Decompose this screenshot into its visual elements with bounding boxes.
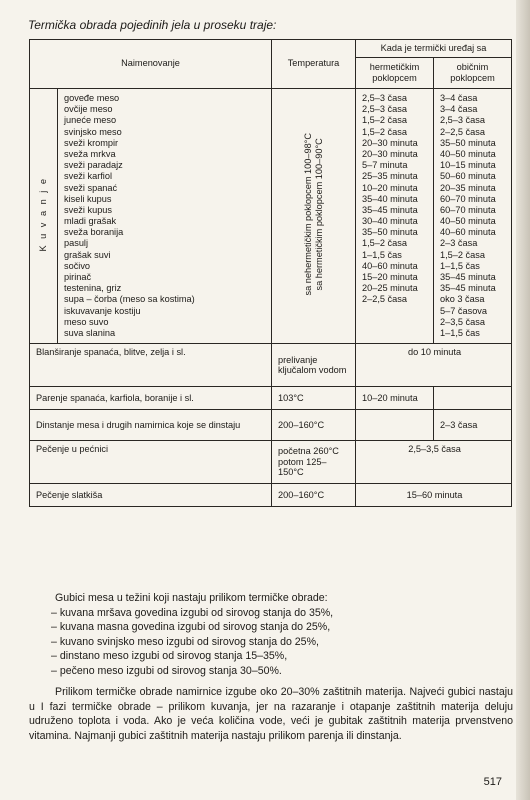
kuvanje-item: kiseli kupus <box>64 193 112 204</box>
blansiranje-time: do 10 minuta <box>356 344 512 387</box>
dinstanje-time: 2–3 časa <box>434 410 512 441</box>
loss-item: – kuvano svinjsko meso izgubi od sirovog stanja do 25%, <box>51 635 319 648</box>
losses-section <box>29 591 513 679</box>
kuvanje-obic-time: 1–1,5 čas <box>440 260 480 271</box>
kuvanje-temp-line2: sa hermetičkim poklopcem 100–90°C <box>313 138 324 291</box>
kuvanje-herm-time: 15–20 minuta <box>362 272 418 282</box>
page-edge-shadow <box>516 0 530 800</box>
body-paragraph: Prilikom termičke obrade namirnice izgube oko 20–30% zaštitnih materija. Najveći gubici nastaju u I fazi termičke obrade – prilikom kuvanja, jer na razaranje i otapanje zaštitnih materija deluju udruženo toplota i voda. Ako je veća količina vode, veći je gubitak zaštitnih materija prvenstveno vitamina. Najmanji gubici zaštitnih materija nastaju prilikom parenja ili dinstanja. <box>29 686 513 742</box>
kuvanje-obic-time: 2,5–3 časa <box>440 115 485 126</box>
kuvanje-herm-time: 5–7 minuta <box>362 160 408 171</box>
kuvanje-obic-time: 1,5–2 časa <box>440 249 485 260</box>
blansiranje-name: Blanširanje spanaća, blitve, zelja i sl. <box>30 344 272 387</box>
parenje-row <box>30 387 512 410</box>
header-naimenovanje: Naimenovanje <box>30 40 272 89</box>
kuvanje-herm-time: 35–50 minuta <box>362 227 418 238</box>
kuvanje-item: juneće meso <box>64 115 117 126</box>
kuvanje-herm-time: 20–30 minuta <box>362 148 418 159</box>
kuvanje-item: testenina, griz <box>64 283 122 294</box>
slatkisi-temp: 200–160°C <box>272 484 356 507</box>
kuvanje-item: sveža boranija <box>64 227 124 238</box>
pecenje-name: Pečenje u pećnici <box>30 441 272 484</box>
kuvanje-item: sveži krompir <box>64 137 119 148</box>
cooking-times-table <box>29 39 512 507</box>
dinstanje-temp: 200–160°C <box>272 410 356 441</box>
kuvanje-herm-time: 10–20 minuta <box>362 182 418 193</box>
blansiranje-temp: prelivanje ključalom vodom <box>272 344 356 387</box>
kuvanje-obic-time: 40–50 minuta <box>440 148 496 159</box>
kuvanje-obic-time: 3–4 časa <box>440 104 478 115</box>
kuvanje-herm-time <box>362 306 431 317</box>
header-group: Kada je termički uređaj sa <box>356 40 512 58</box>
kuvanje-item: iskuvavanje kostiju <box>64 305 141 316</box>
kuvanje-herm-time: 1–1,5 čas <box>362 249 402 260</box>
kuvanje-item: svinjsko meso <box>64 126 122 137</box>
loss-item: – kuvana mršava govedina izgubi od sirovog stanja do 35%, <box>51 606 334 619</box>
kuvanje-obic-time: 5–7 časova <box>440 305 488 316</box>
dinstanje-empty <box>356 410 434 441</box>
kuvanje-side-cell <box>30 89 58 344</box>
pecenje-time: 2,5–3,5 časa <box>356 441 512 484</box>
kuvanje-herm-time: 35–40 minuta <box>362 193 418 204</box>
kuvanje-herm-time: 25–35 minuta <box>362 171 418 182</box>
kuvanje-obic-time: 50–60 minuta <box>440 171 496 182</box>
loss-item: – kuvana masna govedina izgubi od sirovog stanja do 25%, <box>51 621 331 634</box>
kuvanje-item: suva slanina <box>64 327 116 338</box>
kuvanje-herm-time: 1,5–2 časa <box>362 126 407 137</box>
parenje-temp: 103°C <box>272 387 356 410</box>
kuvanje-obic-time: 2–3,5 časa <box>440 316 485 327</box>
kuvanje-item: ovčije meso <box>64 104 113 115</box>
paragraph-section <box>29 685 513 743</box>
blansiranje-row <box>30 344 512 387</box>
kuvanje-herm-times <box>356 89 434 344</box>
kuvanje-herm-time: 35–45 minuta <box>362 204 418 215</box>
pecenje-row <box>30 441 512 484</box>
losses-list <box>29 606 513 679</box>
kuvanje-herm-time: 1,5–2 časa <box>362 115 407 126</box>
kuvanje-temp <box>303 133 325 296</box>
kuvanje-obic-time: 40–50 minuta <box>440 216 496 227</box>
kuvanje-obic-times <box>434 89 512 344</box>
kuvanje-item: supa – čorba (meso sa kostima) <box>64 294 195 305</box>
header-temperatura: Temperatura <box>272 40 356 89</box>
header-hermeticki: hermetičkim poklopcem <box>356 58 434 89</box>
parenje-name: Parenje spanaća, karfiola, boranije i sl. <box>30 387 272 410</box>
pecenje-temp: početna 260°C potom 125–150°C <box>272 441 356 484</box>
parenje-empty <box>434 387 512 410</box>
kuvanje-item: meso suvo <box>64 316 109 327</box>
dinstanje-row <box>30 410 512 441</box>
dinstanje-name: Dinstanje mesa i drugih namirnica koje se dinstaju <box>30 410 272 441</box>
table-caption: Termička obrada pojedinih jela u proseku traje: <box>28 18 277 32</box>
kuvanje-row <box>30 89 512 344</box>
kuvanje-item: goveđe meso <box>64 93 120 103</box>
header-obicni: običnim poklopcem <box>434 58 512 89</box>
kuvanje-item: pasulj <box>64 238 89 249</box>
kuvanje-herm-time: 1,5–2 časa <box>362 238 407 249</box>
losses-intro: Gubici mesa u težini koji nastaju prilikom termičke obrade: <box>55 592 328 604</box>
kuvanje-item: mladi grašak <box>64 216 117 227</box>
kuvanje-items <box>58 89 272 344</box>
kuvanje-item: sveži paradajz <box>64 160 123 171</box>
kuvanje-item: pirinač <box>64 272 92 282</box>
kuvanje-label: K u v a n j e <box>37 177 48 252</box>
page-number: 517 <box>483 776 502 788</box>
kuvanje-obic-time: 3–4 časa <box>440 93 478 103</box>
kuvanje-herm-time: 2,5–3 časa <box>362 93 407 103</box>
parenje-time: 10–20 minuta <box>356 387 434 410</box>
kuvanje-temp-line1: sa nehermetičkim poklopcem 100–98°C <box>302 133 313 296</box>
slatkisi-row <box>30 484 512 507</box>
kuvanje-herm-time: 30–40 minuta <box>362 216 418 227</box>
loss-item: – dinstano meso izgubi od sirovog stanja 15–35%, <box>51 650 288 663</box>
loss-item: – pečeno meso izgubi od sirovog stanja 30–50%. <box>51 664 282 677</box>
kuvanje-obic-time: 2–2,5 časa <box>440 126 485 137</box>
kuvanje-obic-time: 40–60 minuta <box>440 227 496 238</box>
kuvanje-herm-time: 20–30 minuta <box>362 137 418 148</box>
slatkisi-name: Pečenje slatkiša <box>30 484 272 507</box>
kuvanje-obic-time: 10–15 minuta <box>440 160 496 171</box>
slatkisi-time: 15–60 minuta <box>356 484 512 507</box>
kuvanje-obic-time: 35–45 minuta <box>440 283 496 294</box>
kuvanje-obic-time: oko 3 časa <box>440 294 485 305</box>
kuvanje-item: sveži karfiol <box>64 171 112 182</box>
kuvanje-obic-time: 35–50 minuta <box>440 137 496 148</box>
kuvanje-obic-time: 1–1,5 čas <box>440 327 480 338</box>
kuvanje-obic-time: 2–3 časa <box>440 238 478 249</box>
kuvanje-obic-time: 20–35 minuta <box>440 182 496 193</box>
kuvanje-herm-time: 2,5–3 časa <box>362 104 407 115</box>
kuvanje-item: sveža mrkva <box>64 148 116 159</box>
kuvanje-obic-time: 60–70 minuta <box>440 193 496 204</box>
kuvanje-item: sveži spanać <box>64 182 118 193</box>
kuvanje-obic-time: 35–45 minuta <box>440 272 496 282</box>
kuvanje-item: grašak suvi <box>64 249 111 260</box>
kuvanje-herm-time: 40–60 minuta <box>362 260 418 271</box>
kuvanje-herm-time <box>362 317 431 328</box>
kuvanje-herm-time: 20–25 minuta <box>362 283 418 294</box>
kuvanje-temp-cell <box>272 89 356 344</box>
kuvanje-herm-time <box>362 328 431 339</box>
kuvanje-item: sveži kupus <box>64 204 113 215</box>
kuvanje-herm-time: 2–2,5 časa <box>362 294 407 305</box>
kuvanje-obic-time: 60–70 minuta <box>440 204 496 215</box>
kuvanje-item: sočivo <box>64 260 91 271</box>
